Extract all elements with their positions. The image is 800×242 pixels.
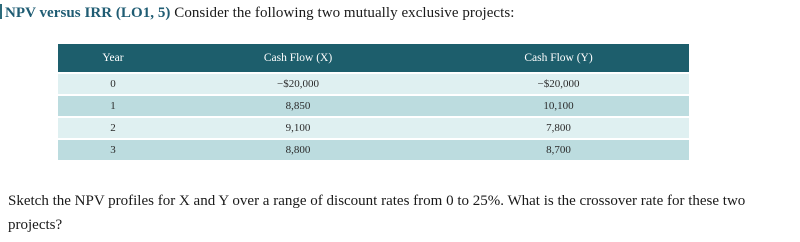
cell-cash-flow-x: 8,850 [168, 95, 428, 117]
problem-heading [0, 3, 514, 23]
cell-cash-flow-x: −$20,000 [168, 73, 428, 95]
question-text: Sketch the NPV profiles for X and Y over a range of discount rates from 0 to 25%. What is the crossover rate for these two projects? [8, 193, 746, 233]
cell-year: 1 [58, 95, 168, 117]
cell-cash-flow-y: 10,100 [428, 95, 689, 117]
cell-year: 0 [58, 73, 168, 95]
cell-cash-flow-x: 9,100 [168, 117, 428, 139]
header-year: Year [58, 44, 168, 73]
table-row [58, 73, 689, 95]
table-row [58, 95, 689, 117]
cell-year: 2 [58, 117, 168, 139]
heading-rule [0, 4, 2, 19]
cell-year: 3 [58, 139, 168, 160]
header-cash-flow-y: Cash Flow (Y) [428, 44, 689, 73]
table-row [58, 117, 689, 139]
cell-cash-flow-y: −$20,000 [428, 73, 689, 95]
problem-text: Consider the following two mutually exclusive projects: [170, 5, 515, 21]
cash-flow-table [58, 44, 689, 160]
table-header-row [58, 44, 689, 73]
header-cash-flow-x: Cash Flow (X) [168, 44, 428, 73]
table-row [58, 139, 689, 160]
problem-label: NPV versus IRR (LO1, 5) [5, 5, 171, 21]
cell-cash-flow-y: 8,700 [428, 139, 689, 160]
cell-cash-flow-x: 8,800 [168, 139, 428, 160]
cell-cash-flow-y: 7,800 [428, 117, 689, 139]
